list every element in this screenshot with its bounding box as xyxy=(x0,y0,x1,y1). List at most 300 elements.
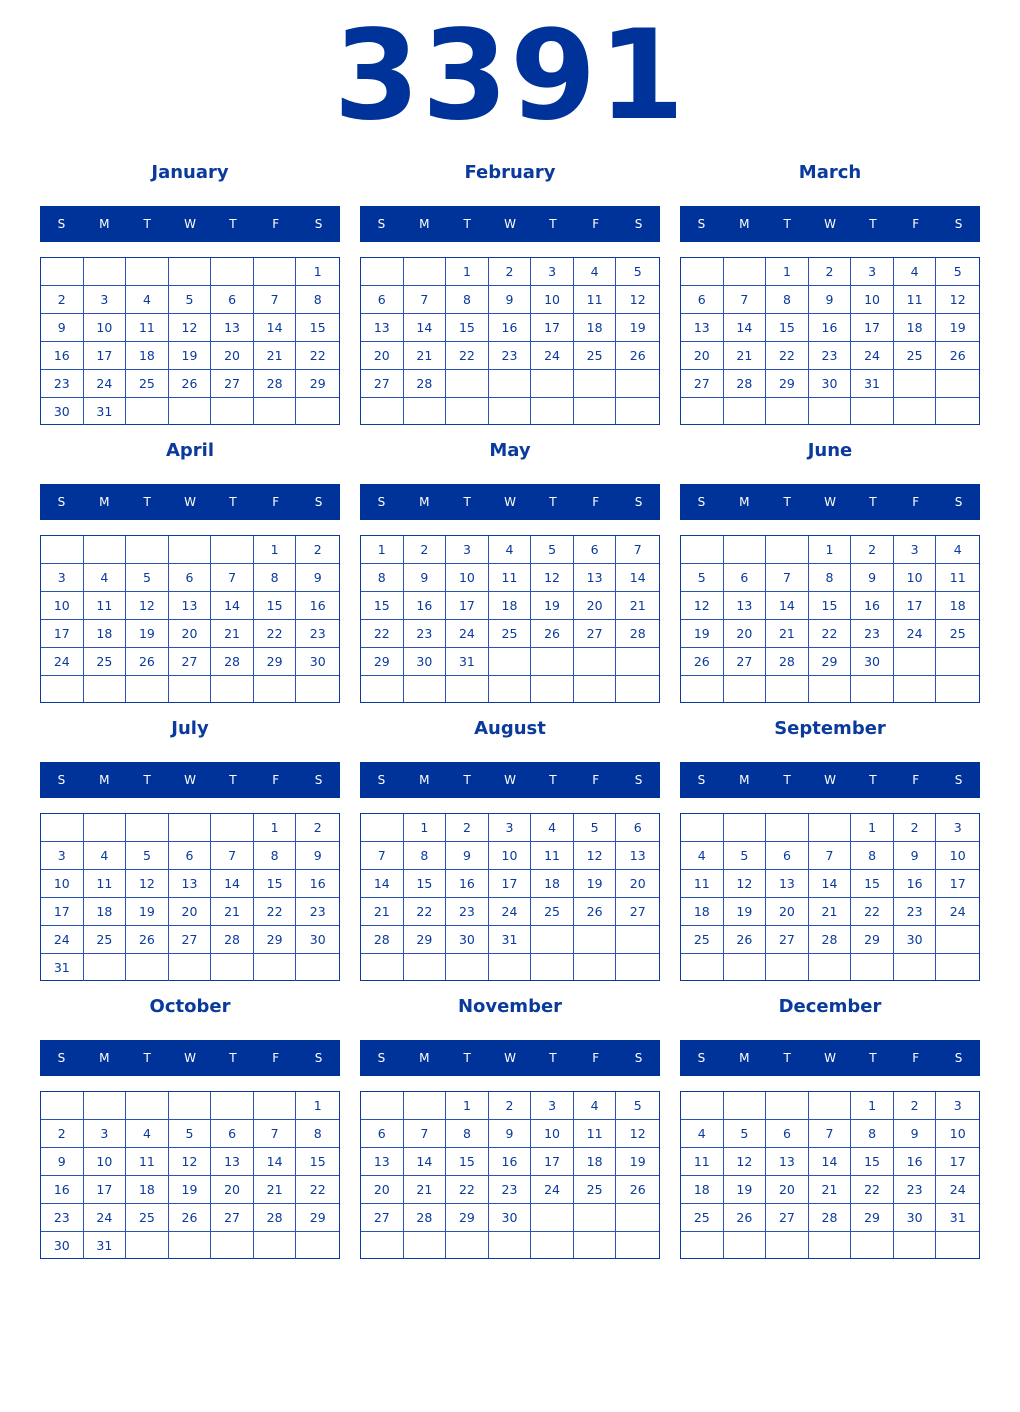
weekday-label: S xyxy=(697,495,706,509)
weekday-label: T xyxy=(463,217,471,231)
day-cell: 17 xyxy=(84,1176,127,1204)
day-cell: 20 xyxy=(169,620,212,648)
weekday-label: T xyxy=(549,495,557,509)
day-cell: 24 xyxy=(446,620,489,648)
weekday-label: F xyxy=(272,495,280,509)
day-cell: 10 xyxy=(84,314,127,342)
empty-cell xyxy=(531,370,574,398)
day-cell: 3 xyxy=(851,258,894,286)
day-cell: 22 xyxy=(254,898,297,926)
empty-cell xyxy=(489,648,532,676)
day-cell: 27 xyxy=(361,370,404,398)
empty-cell xyxy=(616,676,659,702)
empty-cell xyxy=(851,1232,894,1258)
day-cell: 26 xyxy=(681,648,724,676)
empty-cell xyxy=(531,954,574,980)
day-cell: 23 xyxy=(894,1176,937,1204)
empty-cell xyxy=(126,398,169,425)
month-name: April xyxy=(165,440,215,461)
day-cell: 24 xyxy=(41,648,84,676)
day-cell: 1 xyxy=(296,258,339,286)
day-cell: 24 xyxy=(531,342,574,370)
empty-cell xyxy=(724,1092,767,1120)
weekday-header xyxy=(680,206,980,242)
empty-cell xyxy=(531,676,574,702)
day-cell: 20 xyxy=(766,1176,809,1204)
empty-cell xyxy=(574,1232,617,1258)
day-cell: 10 xyxy=(489,842,532,870)
weekday-label: M xyxy=(99,1051,110,1065)
day-cell: 17 xyxy=(489,870,532,898)
weekday-header xyxy=(680,762,980,798)
day-cell: 16 xyxy=(851,592,894,620)
day-cell: 2 xyxy=(446,814,489,842)
day-cell: 8 xyxy=(361,564,404,592)
empty-cell xyxy=(446,398,489,424)
day-cell: 13 xyxy=(169,592,212,620)
weekday-label: M xyxy=(739,1051,750,1065)
day-cell: 8 xyxy=(296,286,339,314)
day-cell: 25 xyxy=(126,370,169,398)
day-grid xyxy=(360,813,660,981)
weekday-label: S xyxy=(57,1051,66,1065)
day-cell: 27 xyxy=(724,648,767,676)
empty-cell xyxy=(254,676,297,702)
day-cell: 22 xyxy=(296,342,339,370)
weekday-label: F xyxy=(272,217,280,231)
day-cell: 6 xyxy=(169,842,212,870)
day-cell: 7 xyxy=(211,564,254,592)
empty-cell xyxy=(41,1092,84,1120)
day-cell: 14 xyxy=(404,314,447,342)
empty-cell xyxy=(809,814,852,842)
weekday-label: F xyxy=(592,1051,600,1065)
day-cell: 5 xyxy=(681,564,724,592)
day-cell: 14 xyxy=(211,870,254,898)
empty-cell xyxy=(446,954,489,980)
day-cell: 29 xyxy=(404,926,447,954)
day-cell: 31 xyxy=(489,926,532,954)
weekday-label: F xyxy=(912,773,920,787)
day-cell: 8 xyxy=(446,286,489,314)
day-cell: 31 xyxy=(446,648,489,676)
day-cell: 1 xyxy=(254,814,297,842)
day-cell: 8 xyxy=(254,842,297,870)
day-cell: 29 xyxy=(766,370,809,398)
day-cell: 13 xyxy=(681,314,724,342)
empty-cell xyxy=(894,954,937,980)
day-cell: 17 xyxy=(936,870,979,898)
day-cell: 12 xyxy=(616,1120,659,1148)
day-cell: 17 xyxy=(531,1148,574,1176)
day-cell: 21 xyxy=(254,1176,297,1204)
empty-cell xyxy=(616,926,659,954)
day-cell: 9 xyxy=(41,1148,84,1176)
empty-cell xyxy=(724,954,767,980)
day-cell: 25 xyxy=(681,926,724,954)
day-cell: 13 xyxy=(169,870,212,898)
month-name: January xyxy=(151,162,229,183)
weekday-header xyxy=(40,1040,340,1076)
day-cell: 22 xyxy=(404,898,447,926)
day-cell: 14 xyxy=(361,870,404,898)
day-cell: 15 xyxy=(851,870,894,898)
day-cell: 16 xyxy=(489,314,532,342)
day-cell: 30 xyxy=(296,648,339,676)
weekday-label: S xyxy=(377,773,386,787)
day-cell: 11 xyxy=(531,842,574,870)
day-cell: 28 xyxy=(724,370,767,398)
day-cell: 23 xyxy=(489,1176,532,1204)
day-cell: 28 xyxy=(211,926,254,954)
day-cell: 28 xyxy=(404,1204,447,1232)
day-grid xyxy=(680,535,980,703)
day-cell: 6 xyxy=(724,564,767,592)
day-cell: 7 xyxy=(766,564,809,592)
day-cell: 7 xyxy=(211,842,254,870)
day-cell: 4 xyxy=(489,536,532,564)
weekday-label: S xyxy=(314,495,323,509)
day-cell: 8 xyxy=(404,842,447,870)
day-cell: 6 xyxy=(169,564,212,592)
day-cell: 6 xyxy=(361,1120,404,1148)
day-cell: 21 xyxy=(404,1176,447,1204)
day-cell: 21 xyxy=(404,342,447,370)
empty-cell xyxy=(936,926,979,954)
empty-cell xyxy=(724,258,767,286)
day-cell: 23 xyxy=(41,1204,84,1232)
empty-cell xyxy=(126,258,169,286)
day-cell: 29 xyxy=(809,648,852,676)
empty-cell xyxy=(574,954,617,980)
day-cell: 24 xyxy=(851,342,894,370)
empty-cell xyxy=(254,1232,297,1259)
weekday-label: T xyxy=(463,1051,471,1065)
weekday-label: S xyxy=(314,773,323,787)
weekday-label: S xyxy=(954,217,963,231)
month-name: October xyxy=(149,996,231,1017)
empty-cell xyxy=(489,954,532,980)
empty-cell xyxy=(169,258,212,286)
day-cell: 7 xyxy=(361,842,404,870)
day-cell: 16 xyxy=(41,1176,84,1204)
day-cell: 11 xyxy=(681,870,724,898)
day-cell: 7 xyxy=(724,286,767,314)
weekday-label: M xyxy=(419,773,430,787)
day-cell: 18 xyxy=(894,314,937,342)
day-grid xyxy=(680,813,980,981)
month-name: July xyxy=(171,718,209,739)
day-cell: 18 xyxy=(489,592,532,620)
day-cell: 14 xyxy=(211,592,254,620)
day-cell: 19 xyxy=(724,1176,767,1204)
day-cell: 13 xyxy=(211,314,254,342)
day-cell: 31 xyxy=(851,370,894,398)
day-cell: 25 xyxy=(936,620,979,648)
empty-cell xyxy=(126,1092,169,1120)
month-name: November xyxy=(457,996,563,1017)
day-cell: 4 xyxy=(84,842,127,870)
day-grid xyxy=(360,1091,660,1259)
day-grid xyxy=(360,535,660,703)
weekday-label: F xyxy=(592,217,600,231)
day-cell: 10 xyxy=(446,564,489,592)
day-cell: 16 xyxy=(809,314,852,342)
empty-cell xyxy=(766,954,809,980)
empty-cell xyxy=(809,676,852,702)
day-cell: 23 xyxy=(296,898,339,926)
empty-cell xyxy=(766,814,809,842)
empty-cell xyxy=(84,536,127,564)
weekday-label: W xyxy=(184,495,196,509)
empty-cell xyxy=(254,1092,297,1120)
empty-cell xyxy=(446,1232,489,1258)
empty-cell xyxy=(616,648,659,676)
day-cell: 1 xyxy=(404,814,447,842)
day-cell: 9 xyxy=(894,1120,937,1148)
empty-cell xyxy=(851,398,894,424)
day-cell: 28 xyxy=(766,648,809,676)
day-cell: 2 xyxy=(404,536,447,564)
weekday-label: S xyxy=(697,773,706,787)
day-cell: 11 xyxy=(574,1120,617,1148)
empty-cell xyxy=(894,1232,937,1258)
day-cell: 2 xyxy=(894,1092,937,1120)
empty-cell xyxy=(489,370,532,398)
empty-cell xyxy=(809,1232,852,1258)
day-cell: 25 xyxy=(126,1204,169,1232)
day-cell: 29 xyxy=(851,926,894,954)
day-cell: 22 xyxy=(766,342,809,370)
day-cell: 3 xyxy=(41,564,84,592)
weekday-label: M xyxy=(99,217,110,231)
weekday-label: M xyxy=(739,495,750,509)
empty-cell xyxy=(211,954,254,981)
empty-cell xyxy=(489,676,532,702)
day-cell: 24 xyxy=(531,1176,574,1204)
day-cell: 6 xyxy=(681,286,724,314)
day-cell: 1 xyxy=(361,536,404,564)
empty-cell xyxy=(404,1232,447,1258)
day-cell: 12 xyxy=(724,870,767,898)
day-cell: 30 xyxy=(894,1204,937,1232)
empty-cell xyxy=(766,1232,809,1258)
day-cell: 15 xyxy=(766,314,809,342)
day-cell: 22 xyxy=(851,1176,894,1204)
day-cell: 4 xyxy=(936,536,979,564)
weekday-label: T xyxy=(783,773,791,787)
day-cell: 12 xyxy=(126,870,169,898)
day-cell: 14 xyxy=(766,592,809,620)
weekday-label: T xyxy=(869,773,877,787)
day-cell: 21 xyxy=(809,898,852,926)
day-cell: 11 xyxy=(936,564,979,592)
weekday-label: S xyxy=(697,1051,706,1065)
day-cell: 25 xyxy=(681,1204,724,1232)
day-cell: 10 xyxy=(531,286,574,314)
day-cell: 10 xyxy=(531,1120,574,1148)
day-cell: 27 xyxy=(766,926,809,954)
day-cell: 2 xyxy=(894,814,937,842)
day-cell: 25 xyxy=(531,898,574,926)
day-cell: 30 xyxy=(446,926,489,954)
weekday-label: M xyxy=(419,217,430,231)
day-cell: 2 xyxy=(41,286,84,314)
empty-cell xyxy=(851,954,894,980)
empty-cell xyxy=(724,398,767,424)
weekday-label: T xyxy=(463,495,471,509)
day-cell: 17 xyxy=(851,314,894,342)
day-cell: 26 xyxy=(616,1176,659,1204)
day-cell: 18 xyxy=(84,898,127,926)
day-cell: 6 xyxy=(616,814,659,842)
empty-cell xyxy=(296,398,339,425)
day-cell: 23 xyxy=(809,342,852,370)
day-cell: 26 xyxy=(169,1204,212,1232)
day-cell: 12 xyxy=(616,286,659,314)
weekday-label: W xyxy=(184,773,196,787)
day-cell: 9 xyxy=(489,286,532,314)
day-cell: 17 xyxy=(894,592,937,620)
weekday-label: W xyxy=(504,773,516,787)
day-cell: 30 xyxy=(41,1232,84,1259)
weekday-label: S xyxy=(634,217,643,231)
empty-cell xyxy=(531,1204,574,1232)
day-cell: 4 xyxy=(574,1092,617,1120)
weekday-label: S xyxy=(57,217,66,231)
day-cell: 13 xyxy=(766,1148,809,1176)
weekday-label: S xyxy=(634,1051,643,1065)
weekday-label: T xyxy=(463,773,471,787)
day-cell: 13 xyxy=(361,1148,404,1176)
day-cell: 27 xyxy=(211,1204,254,1232)
empty-cell xyxy=(894,676,937,702)
day-cell: 9 xyxy=(489,1120,532,1148)
empty-cell xyxy=(894,370,937,398)
empty-cell xyxy=(809,398,852,424)
day-cell: 17 xyxy=(936,1148,979,1176)
weekday-label: F xyxy=(272,1051,280,1065)
day-cell: 29 xyxy=(851,1204,894,1232)
day-cell: 30 xyxy=(296,926,339,954)
empty-cell xyxy=(296,954,339,981)
empty-cell xyxy=(169,1092,212,1120)
day-cell: 8 xyxy=(296,1120,339,1148)
day-cell: 4 xyxy=(574,258,617,286)
day-cell: 27 xyxy=(361,1204,404,1232)
day-grid xyxy=(680,1091,980,1259)
empty-cell xyxy=(574,648,617,676)
empty-cell xyxy=(616,1232,659,1258)
empty-cell xyxy=(84,258,127,286)
day-cell: 7 xyxy=(254,286,297,314)
day-cell: 12 xyxy=(169,314,212,342)
empty-cell xyxy=(169,398,212,425)
day-cell: 30 xyxy=(489,1204,532,1232)
weekday-header xyxy=(360,1040,660,1076)
day-cell: 14 xyxy=(404,1148,447,1176)
day-cell: 14 xyxy=(809,1148,852,1176)
day-cell: 16 xyxy=(296,592,339,620)
empty-cell xyxy=(489,398,532,424)
day-cell: 15 xyxy=(296,1148,339,1176)
weekday-label: F xyxy=(912,495,920,509)
empty-cell xyxy=(574,1204,617,1232)
day-cell: 18 xyxy=(574,314,617,342)
empty-cell xyxy=(41,676,84,702)
day-cell: 21 xyxy=(724,342,767,370)
weekday-label: F xyxy=(912,1051,920,1065)
empty-cell xyxy=(681,954,724,980)
weekday-label: S xyxy=(377,495,386,509)
weekday-label: M xyxy=(419,1051,430,1065)
day-cell: 12 xyxy=(169,1148,212,1176)
day-cell: 21 xyxy=(211,898,254,926)
day-cell: 7 xyxy=(616,536,659,564)
day-cell: 28 xyxy=(809,1204,852,1232)
day-cell: 20 xyxy=(574,592,617,620)
day-cell: 5 xyxy=(574,814,617,842)
day-cell: 21 xyxy=(211,620,254,648)
empty-cell xyxy=(404,676,447,702)
weekday-label: T xyxy=(229,773,237,787)
day-cell: 26 xyxy=(126,648,169,676)
weekday-header xyxy=(360,762,660,798)
day-cell: 19 xyxy=(531,592,574,620)
day-cell: 19 xyxy=(616,314,659,342)
day-cell: 18 xyxy=(681,1176,724,1204)
empty-cell xyxy=(724,676,767,702)
day-cell: 15 xyxy=(446,314,489,342)
empty-cell xyxy=(616,370,659,398)
empty-cell xyxy=(681,814,724,842)
empty-cell xyxy=(211,1092,254,1120)
day-cell: 24 xyxy=(894,620,937,648)
weekday-header xyxy=(40,206,340,242)
day-cell: 8 xyxy=(446,1120,489,1148)
day-cell: 23 xyxy=(894,898,937,926)
empty-cell xyxy=(766,536,809,564)
day-cell: 28 xyxy=(361,926,404,954)
day-cell: 3 xyxy=(41,842,84,870)
day-grid xyxy=(40,1091,340,1259)
day-cell: 3 xyxy=(84,1120,127,1148)
empty-cell xyxy=(681,676,724,702)
day-cell: 13 xyxy=(211,1148,254,1176)
empty-cell xyxy=(404,1092,447,1120)
weekday-label: T xyxy=(783,217,791,231)
month-name: March xyxy=(798,162,862,183)
day-cell: 26 xyxy=(724,926,767,954)
weekday-label: M xyxy=(739,773,750,787)
empty-cell xyxy=(211,398,254,425)
empty-cell xyxy=(361,1232,404,1258)
day-cell: 28 xyxy=(616,620,659,648)
weekday-label: W xyxy=(824,773,836,787)
day-cell: 18 xyxy=(681,898,724,926)
day-cell: 31 xyxy=(41,954,84,981)
weekday-header xyxy=(360,484,660,520)
day-cell: 31 xyxy=(936,1204,979,1232)
day-cell: 4 xyxy=(681,842,724,870)
day-cell: 1 xyxy=(809,536,852,564)
day-cell: 1 xyxy=(296,1092,339,1120)
day-cell: 19 xyxy=(169,342,212,370)
day-cell: 29 xyxy=(446,1204,489,1232)
weekday-label: T xyxy=(783,495,791,509)
day-cell: 20 xyxy=(361,1176,404,1204)
day-cell: 27 xyxy=(169,648,212,676)
